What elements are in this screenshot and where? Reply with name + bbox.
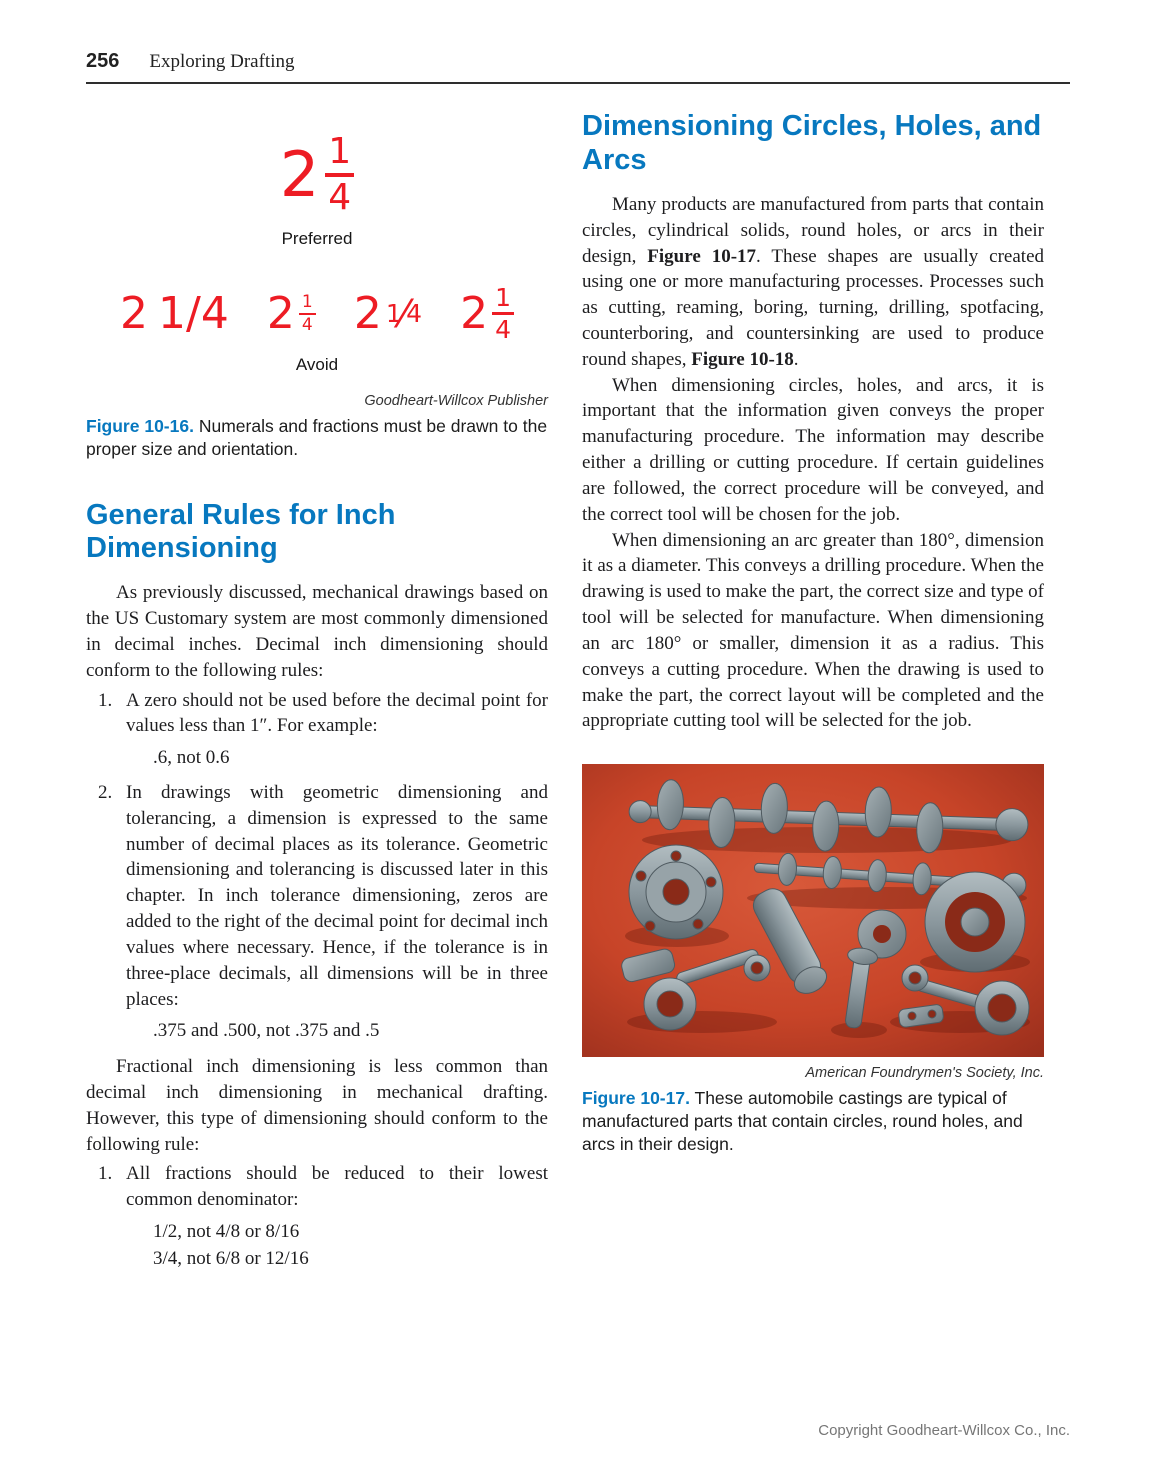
figure-10-16	[86, 104, 548, 461]
avoid-example-slash-fraction: 2 1 / 4	[120, 287, 229, 339]
inch-rule-1	[86, 688, 548, 771]
rule-number: 2.	[98, 782, 113, 803]
rule-text: In drawings with geometric dimensioning and tolerancing, a dimension is expressed to the same number of decimal places as its tolerance. Geometric dimensioning and tolerancing is discussed later in this chapter. In inch tolerance dimensioning, zeros are added to the right of the decimal point for decimal inch values where necessary. Hence, if the tolerance is in three-place decimals, all dimensions will be in three places:	[126, 782, 548, 1010]
rule-example: .6, not 0.6	[153, 747, 230, 769]
left-column	[86, 104, 548, 1280]
figure-10-16-caption-label: Figure 10-16.	[86, 416, 194, 436]
section-heading-inch-dimensioning: General Rules for Inch Dimensioning	[86, 498, 396, 565]
figure-10-16-credit: Goodheart-Willcox Publisher	[364, 393, 548, 409]
preferred-stacked-fraction: $\frac{1}{4}$	[325, 134, 354, 216]
inch-rule-2	[86, 780, 548, 1044]
rule-text: A zero should not be used before the decimal point for values less than 1″. For example:	[126, 689, 548, 737]
preferred-label: Preferred	[281, 229, 353, 248]
figure-10-16-caption: Figure 10-16. Numerals and fractions must be drawn to the proper size and orientation.	[86, 416, 548, 459]
copyright-line: Copyright Goodheart-Willcox Co., Inc.	[818, 1422, 1070, 1439]
section-heading-dimensioning-circles: Dimensioning Circles, Holes, and Arcs	[582, 110, 1042, 176]
figure-10-17-credit: American Foundrymen's Society, Inc.	[805, 1065, 1044, 1082]
rule-text: All fractions should be reduced to their lowest common denominator:	[126, 1163, 548, 1211]
rule-example: 1/2, not 4/8 or 8/16	[153, 1221, 300, 1243]
figure-10-17-reference: Figure 10-17	[647, 245, 757, 267]
rule-example: .375 and .500, not .375 and .5	[153, 1020, 380, 1042]
rule-number: 1.	[98, 689, 113, 711]
running-title: Exploring Drafting	[149, 51, 295, 72]
fractional-dimensioning-para: Fractional inch dimensioning is less common than decimal inch dimensioning in mechanical drafting. However, this type of dimensioning should conform to the following rule:	[86, 1056, 548, 1155]
page-number: 256	[86, 50, 120, 72]
avoid-example-diagonal-fraction: 2 1 ⁄ 4	[353, 287, 422, 339]
circles-para-1: Many products are manufactured from parts that contain circles, cylindrical solids, round holes, or arcs in their design, Figure 10-17. These shapes are usually created using one or more manufacturing processes. Processes such as cutting, reaming, boring, turning, drilling, spotfacing, counterboring, and countersinking are used to produce round shapes, Figure 10-18.	[582, 193, 1045, 370]
preferred-numeral-example	[279, 131, 354, 218]
avoid-example-small-fraction: 2 $\frac{1}{4}$	[267, 292, 316, 336]
ring-gear-shape	[925, 872, 1025, 972]
figure-10-17	[582, 764, 1044, 1155]
avoid-examples-row	[86, 285, 548, 342]
right-column	[582, 104, 1044, 1280]
circles-para-3: When dimensioning an arc greater than 180°, dimension it as a diameter. This conveys a drilling procedure. When the drawing is used to make the part, the correct size and type of tool will be selected for manufacture. When dimensioning an arc 180° or smaller, dimension it as a radius. This conveys a cutting procedure. When the drawing is used to make the part, the correct layout will be completed and the appropriate cutting tool will be selected for the job.	[582, 529, 1044, 732]
circles-para-2: When dimensioning circles, holes, and arcs, it is important that the information given conveys the proper manufacturing procedure. The information may describe either a drilling or cutting procedure. If certain guidelines are followed, the correct procedure will be conveyed, and the correct tool will be chosen for the job.	[582, 374, 1044, 525]
avoid-label: Avoid	[295, 355, 339, 374]
inch-dimensioning-intro: As previously discussed, mechanical drawings based on the US Customary system are most commonly dimensioned in decimal inches. Decimal inch dimensioning should conform to the following rules:	[86, 582, 548, 681]
flange-disc-shape	[629, 845, 723, 939]
rule-example: 3/4, not 6/8 or 12/16	[153, 1247, 309, 1269]
figure-10-18-reference: Figure 10-18	[691, 348, 794, 370]
rule-number: 1.	[98, 1163, 113, 1185]
figure-10-17-caption: Figure 10-17. These automobile castings are typical of manufactured parts that contain circles, round holes, and arcs in their design.	[582, 1088, 1023, 1154]
avoid-example-wrong-height-fraction: 2 $\frac{1}{4}$	[460, 285, 514, 342]
preferred-whole-number: 2	[279, 138, 320, 211]
castings-photo	[582, 764, 1044, 1057]
page-header	[86, 50, 1070, 84]
fraction-rule-1	[86, 1161, 548, 1271]
figure-10-17-caption-label: Figure 10-17.	[582, 1088, 690, 1109]
